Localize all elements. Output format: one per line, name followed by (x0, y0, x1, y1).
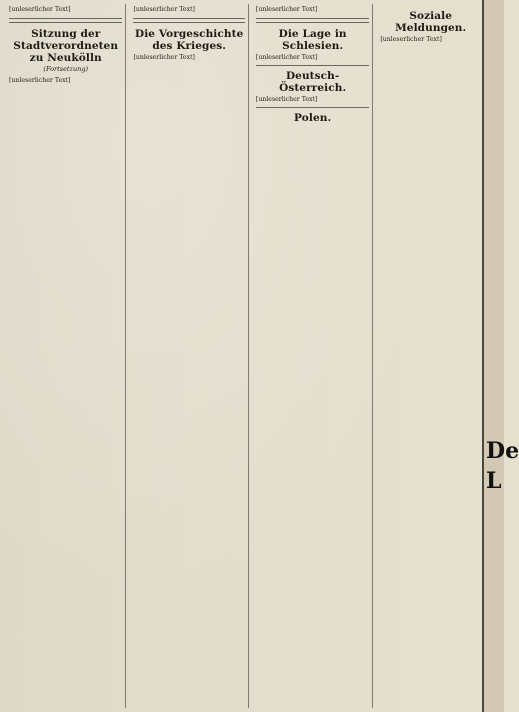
column-2-text-top: [unleserlicher Text] (133, 6, 195, 13)
neighbor-page-large-letters-1: De (486, 438, 519, 464)
headline-schlesien: Die Lage in Schlesien. (278, 28, 347, 53)
column-2 (130, 4, 248, 708)
column-3-text-lower: [unleserlicher Text] (255, 96, 318, 104)
column-4-text: [unleserlicher Text] (380, 36, 442, 43)
headline-polen: Polen. (294, 112, 332, 125)
columns (6, 4, 484, 708)
column-3-text-middle: [unleserlicher Text] (255, 54, 318, 62)
subhead-fortsetzung: (Fortsetzung) (43, 65, 89, 74)
divider (9, 18, 122, 23)
divider (256, 107, 369, 108)
column-2-text-bottom: [unleserlicher Text] (133, 54, 195, 62)
divider (133, 18, 244, 23)
divider (256, 65, 369, 66)
column-1-text-bottom: [unleserlicher Text] (9, 76, 71, 84)
headline-sitzung: Sitzung der Stadtverordneten zu Neukölln (13, 28, 119, 65)
column-1-text-top: [unleserlicher Text] (9, 6, 71, 13)
headline-soziale-meldungen: Soziale Meldungen. (395, 10, 467, 34)
headline-oesterreich: Deutsch-Österreich. (279, 70, 347, 95)
column-3-text-top: [unleserlicher Text] (255, 6, 318, 13)
column-4 (377, 4, 484, 708)
neighbor-page-large-letters-2: L (486, 468, 502, 494)
neighbor-page-edge (482, 0, 519, 712)
divider (256, 18, 369, 23)
column-1 (6, 4, 126, 708)
column-3 (253, 4, 373, 708)
headline-vorgeschichte: Die Vorgeschichte des Krieges. (135, 28, 244, 53)
